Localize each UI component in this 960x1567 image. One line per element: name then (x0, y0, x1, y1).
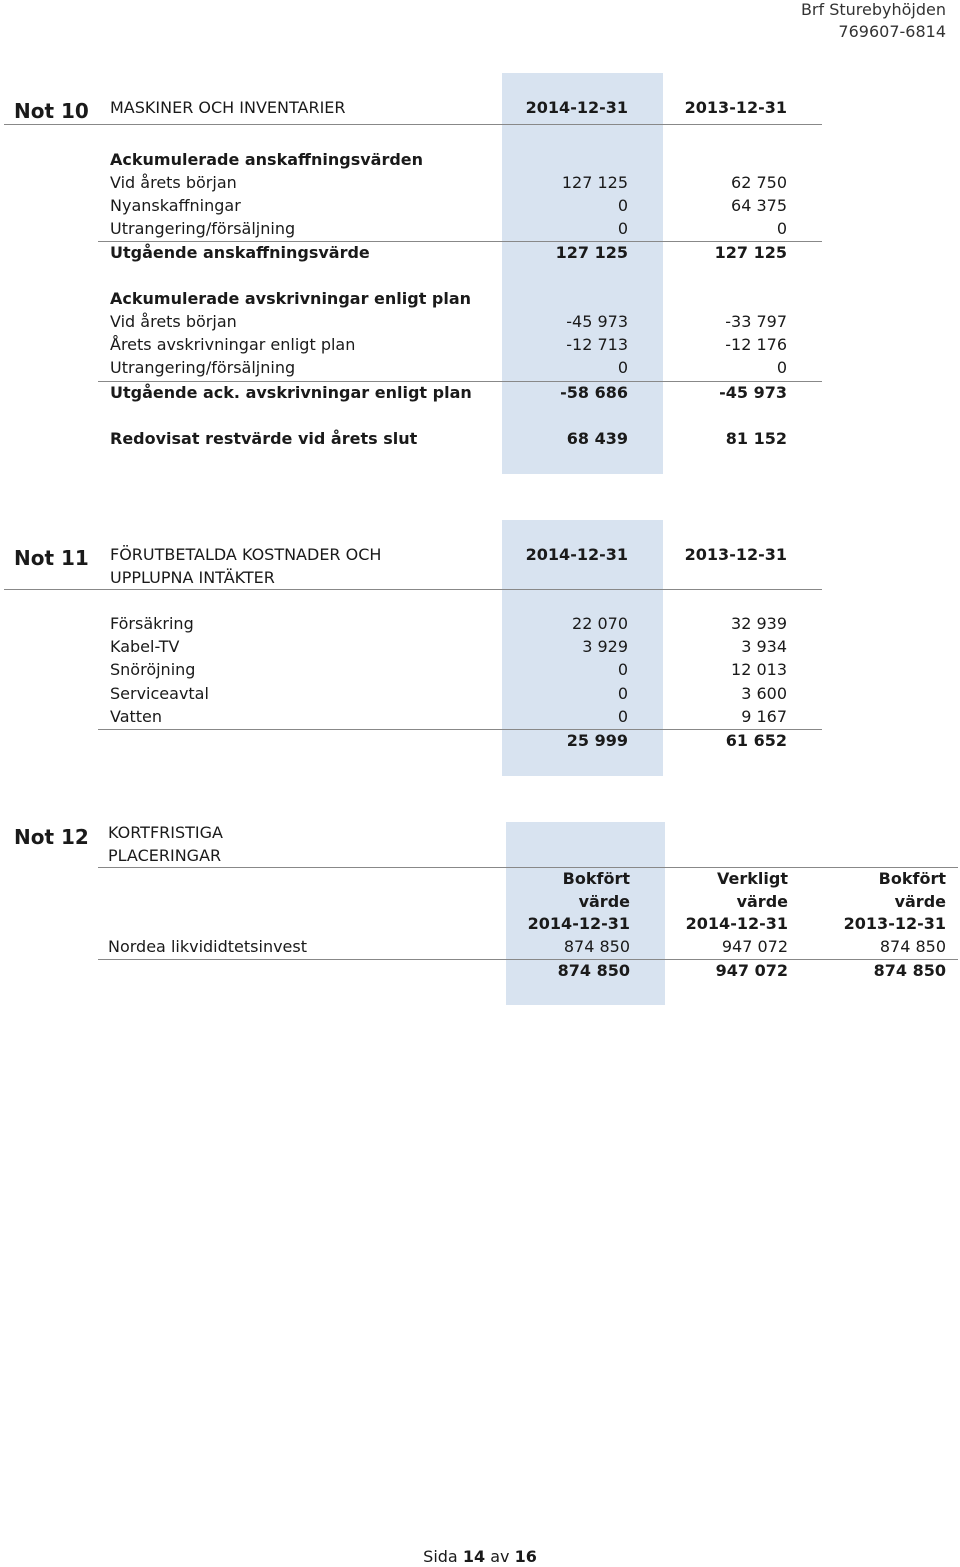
residual-value-2014: 68 439 (566, 429, 628, 448)
current-year-column-shade (502, 73, 663, 474)
note-12-total-3: 874 850 (873, 961, 946, 980)
acquisition-total-2013: 127 125 (714, 243, 787, 262)
note-11-total-2013: 61 652 (725, 731, 787, 750)
residual-value-2013: 81 152 (725, 429, 787, 448)
row-value-2013: 0 (776, 219, 787, 238)
note-12-label: Not 12 (14, 825, 89, 849)
footer-total-pages: 16 (514, 1547, 537, 1566)
row-value-2013: -12 176 (725, 335, 787, 354)
row-value-2014: 127 125 (561, 173, 628, 192)
row-value-2014: 0 (617, 684, 628, 703)
note-11-header-rule (4, 589, 822, 590)
row-value-2014: 3 929 (582, 637, 628, 656)
col-1-line-2: värde (578, 892, 630, 911)
note-11-col-2013: 2013-12-31 (684, 545, 787, 564)
row-value-2013: 62 750 (731, 173, 787, 192)
note-12-total-2: 947 072 (715, 961, 788, 980)
investment-fair-value-2014: 947 072 (721, 937, 788, 956)
col-3-line-2: värde (894, 892, 946, 911)
acquisition-sum-rule (98, 241, 822, 242)
row-label: Serviceavtal (110, 684, 209, 703)
depreciation-total-2013: -45 973 (719, 383, 787, 402)
organization-number: 769607-6814 (838, 22, 946, 41)
note-11-total-2014: 25 999 (566, 731, 628, 750)
note-12-sum-rule (98, 959, 958, 960)
depreciation-sum-rule (98, 381, 822, 382)
depreciation-total-label: Utgående ack. avskrivningar enligt plan (110, 383, 472, 402)
row-value-2013: 12 013 (731, 660, 787, 679)
row-value-2013: 9 167 (741, 707, 787, 726)
row-value-2013: -33 797 (725, 312, 787, 331)
col-2-line-3: 2014-12-31 (685, 914, 788, 933)
residual-value-label: Redovisat restvärde vid årets slut (110, 429, 418, 448)
row-value-2014: -12 713 (566, 335, 628, 354)
note-10-header-rule (4, 124, 822, 125)
row-value-2013: 64 375 (731, 196, 787, 215)
depreciation-heading: Ackumulerade avskrivningar enligt plan (110, 289, 472, 308)
row-value-2014: 0 (617, 707, 628, 726)
footer-prefix: Sida (423, 1547, 458, 1566)
row-label: Årets avskrivningar enligt plan (110, 335, 356, 354)
row-value-2013: 32 939 (731, 614, 787, 633)
row-value-2014: 0 (617, 196, 628, 215)
note-11-col-2014: 2014-12-31 (525, 545, 628, 564)
col-2-line-2: värde (736, 892, 788, 911)
row-label: Vid årets början (110, 312, 237, 331)
footer-of: av (490, 1547, 510, 1566)
note-11-title-line-2: UPPLUPNA INTÄKTER (110, 568, 275, 587)
note-12-total-1: 874 850 (557, 961, 630, 980)
note-12-title-line-1: KORTFRISTIGA (108, 823, 223, 842)
note-10-col-2013: 2013-12-31 (684, 98, 787, 117)
row-value-2014: 0 (617, 660, 628, 679)
footer-page-number: 14 (462, 1547, 486, 1566)
note-10-label: Not 10 (14, 99, 89, 123)
row-label: Försäkring (110, 614, 194, 633)
note-12-title-line-2: PLACERINGAR (108, 846, 222, 865)
row-label: Kabel-TV (110, 637, 180, 656)
row-value-2013: 3 600 (741, 684, 787, 703)
row-label: Utrangering/försäljning (110, 358, 296, 377)
col-1-line-3: 2014-12-31 (527, 914, 630, 933)
row-value-2014: 0 (617, 219, 628, 238)
row-value-2013: 0 (776, 358, 787, 377)
note-11-label: Not 11 (14, 546, 89, 570)
row-label: Nyanskaffningar (110, 196, 241, 215)
row-value-2014: 22 070 (572, 614, 628, 633)
organization-name: Brf Sturebyhöjden (800, 0, 946, 19)
investment-book-value-2013: 874 850 (879, 937, 946, 956)
investment-book-value-2014: 874 850 (563, 937, 630, 956)
col-3-line-3: 2013-12-31 (843, 914, 946, 933)
note-10-title: MASKINER OCH INVENTARIER (110, 98, 346, 117)
row-label: Snöröjning (110, 660, 196, 679)
col-3-line-1: Bokfört (878, 869, 946, 888)
col-1-line-1: Bokfört (562, 869, 630, 888)
depreciation-total-2014: -58 686 (560, 383, 628, 402)
col-2-line-1: Verkligt (717, 869, 788, 888)
note-11-sum-rule (98, 729, 822, 730)
page-footer (0, 1547, 960, 1566)
row-value-2013: 3 934 (741, 637, 787, 656)
investment-row-label: Nordea likvididtetsinvest (108, 937, 308, 956)
acquisition-total-label: Utgående anskaffningsvärde (110, 243, 370, 262)
note-11-title-line-1: FÖRUTBETALDA KOSTNADER OCH (110, 545, 382, 564)
row-label: Utrangering/försäljning (110, 219, 296, 238)
row-value-2014: 0 (617, 358, 628, 377)
row-label: Vid årets början (110, 173, 237, 192)
note-10-col-2014: 2014-12-31 (525, 98, 628, 117)
row-value-2014: -45 973 (566, 312, 628, 331)
acquisition-heading: Ackumulerade anskaffningsvärden (110, 150, 424, 169)
acquisition-total-2014: 127 125 (555, 243, 628, 262)
row-label: Vatten (110, 707, 163, 726)
note-12-title-rule (98, 867, 958, 868)
